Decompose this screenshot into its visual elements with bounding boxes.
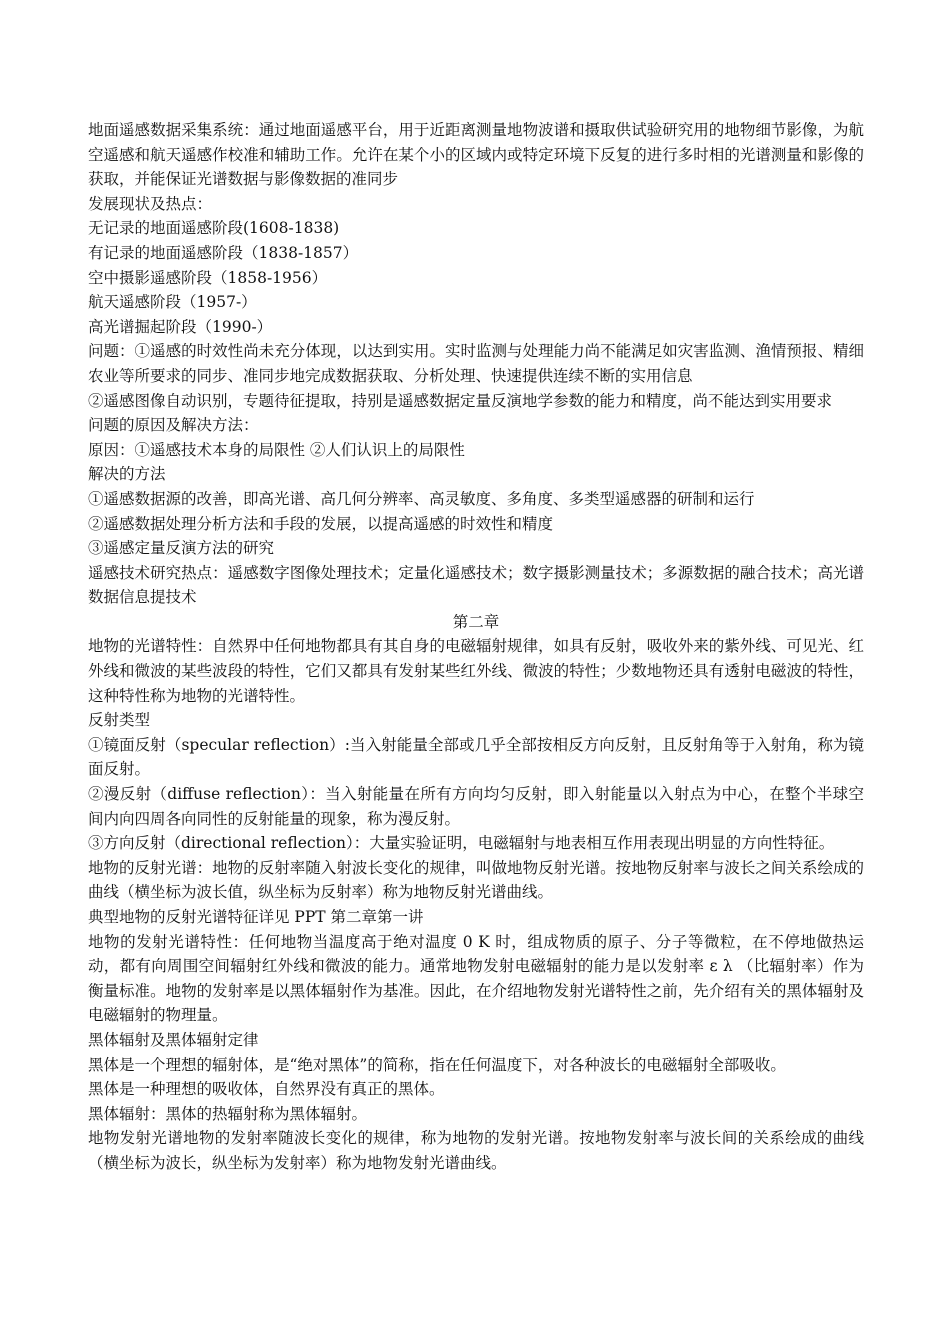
chapter-heading: 第二章: [452, 612, 500, 631]
paragraph: 有记录的地面遥感阶段（1838-1857）: [88, 243, 359, 262]
paragraph: 高光谱掘起阶段（1990-）: [88, 317, 273, 336]
paragraph: 黑体辐射：黑体的热辐射称为黑体辐射。: [88, 1104, 368, 1123]
paragraph: 原因：①遥感技术本身的局限性 ②人们认识上的局限性: [88, 440, 465, 459]
paragraph: 地物的光谱特性：自然界中任何地物都具有其自身的电磁辐射规律，如具有反射，吸收外来的紫外线、可见光、红外线和微波的某些波段的特性，它们又都具有发射某些红外线、微波的特性；少数地物还具有透射电磁波的特性，这种特性称为地物的光谱特性。: [88, 637, 864, 705]
paragraph: 遥感技术研究热点：遥感数字图像处理技术；定量化遥感技术；数字摄影测量技术；多源数据的融合技术；高光谱数据信息提技术: [88, 563, 864, 607]
document-page: [88, 118, 864, 1176]
paragraph: ②遥感数据处理分析方法和手段的发展，以提高遥感的时效性和精度: [88, 514, 554, 533]
paragraph: 问题：①遥感的时效性尚未充分体现，以达到实用。实时监测与处理能力尚不能满足如灾害监测、渔情预报、精细农业等所要求的同步、准同步地完成数据获取、分析处理、快速提供连续不断的实用信息: [88, 342, 864, 385]
paragraph: 地物的反射光谱：地物的反射率随入射波长变化的规律，叫做地物反射光谱。按地物反射率与波长之间关系绘成的曲线（横坐标为波长值，纵坐标为反射率）称为地物反射光谱曲线。: [88, 858, 864, 902]
paragraph: 反射类型: [88, 711, 151, 730]
paragraph: 空中摄影遥感阶段（1858-1956）: [88, 268, 328, 287]
paragraph: ①遥感数据源的改善，即高光谱、高几何分辨率、高灵敏度、多角度、多类型遥感器的研制和运行: [88, 489, 755, 508]
paragraph: 航天遥感阶段（1957-）: [88, 293, 257, 312]
paragraph: 发展现状及热点：: [88, 194, 213, 213]
paragraph: ②遥感图像自动识别，专题待征提取，持别是遥感数据定量反演地学参数的能力和精度，尚不能达到实用要求: [88, 391, 833, 410]
paragraph: ②漫反射（diffuse reflection）：当入射能量在所有方向均匀反射，即入射能量以入射点为中心，在整个半球空间内向四周各向同性的反射能量的现象，称为漫反射。: [88, 785, 864, 828]
paragraph: ①镜面反射（specular reflection）:当入射能量全部或几乎全部按相反方向反射，且反射角等于入射角，称为镜面反射。: [88, 735, 864, 779]
paragraph: ③遥感定量反演方法的研究: [88, 539, 275, 558]
paragraph: 黑体是一个理想的辐射体，是“绝对黑体”的简称，指在任何温度下，对各种波长的电磁辐射全部吸收。: [88, 1055, 786, 1074]
paragraph: 典型地物的反射光谱特征详见 PPT 第二章第一讲: [88, 908, 424, 926]
paragraph: 地面遥感数据采集系统：通过地面遥感平台，用于近距离测量地物波谱和摄取供试验研究用的地物细节影像，为航空遥感和航天遥感作校准和辅助工作。允许在某个小的区域内或特定环境下反复的进行多时相的光谱测量和影像的获取，并能保证光谱数据与影像数据的准同步: [88, 121, 864, 189]
paragraph: ③方向反射（directional reflection）：大量实验证明，电磁辐射与地表相互作用表现出明显的方向性特征。: [88, 834, 835, 853]
paragraph: 无记录的地面遥感阶段(1608-1838): [88, 219, 340, 238]
paragraph: 解决的方法: [88, 465, 166, 484]
paragraph: 黑体是一种理想的吸收体，自然界没有真正的黑体。: [88, 1080, 445, 1099]
paragraph: 问题的原因及解决方法：: [88, 416, 259, 435]
paragraph: 地物的发射光谱特性：任何地物当温度高于绝对温度 0 K 时，组成物质的原子、分子等微粒，在不停地做热运动，都有向周围空间辐射红外线和微波的能力。通常地物发射电磁辐射的能力是以发射率 ε λ （比辐射率）作为衡量标准。地物的发射率是以黑体辐射作为基准。因此，在介绍地物发射光谱特性之前，先介绍有关的黑体辐射及电磁辐射的物理量。: [88, 932, 864, 1025]
paragraph: 地物发射光谱地物的发射率随波长变化的规律，称为地物的发射光谱。按地物发射率与波长间的关系绘成的曲线（横坐标为波长，纵坐标为发射率）称为地物发射光谱曲线。: [88, 1129, 864, 1172]
paragraph: 黑体辐射及黑体辐射定律: [88, 1030, 259, 1049]
